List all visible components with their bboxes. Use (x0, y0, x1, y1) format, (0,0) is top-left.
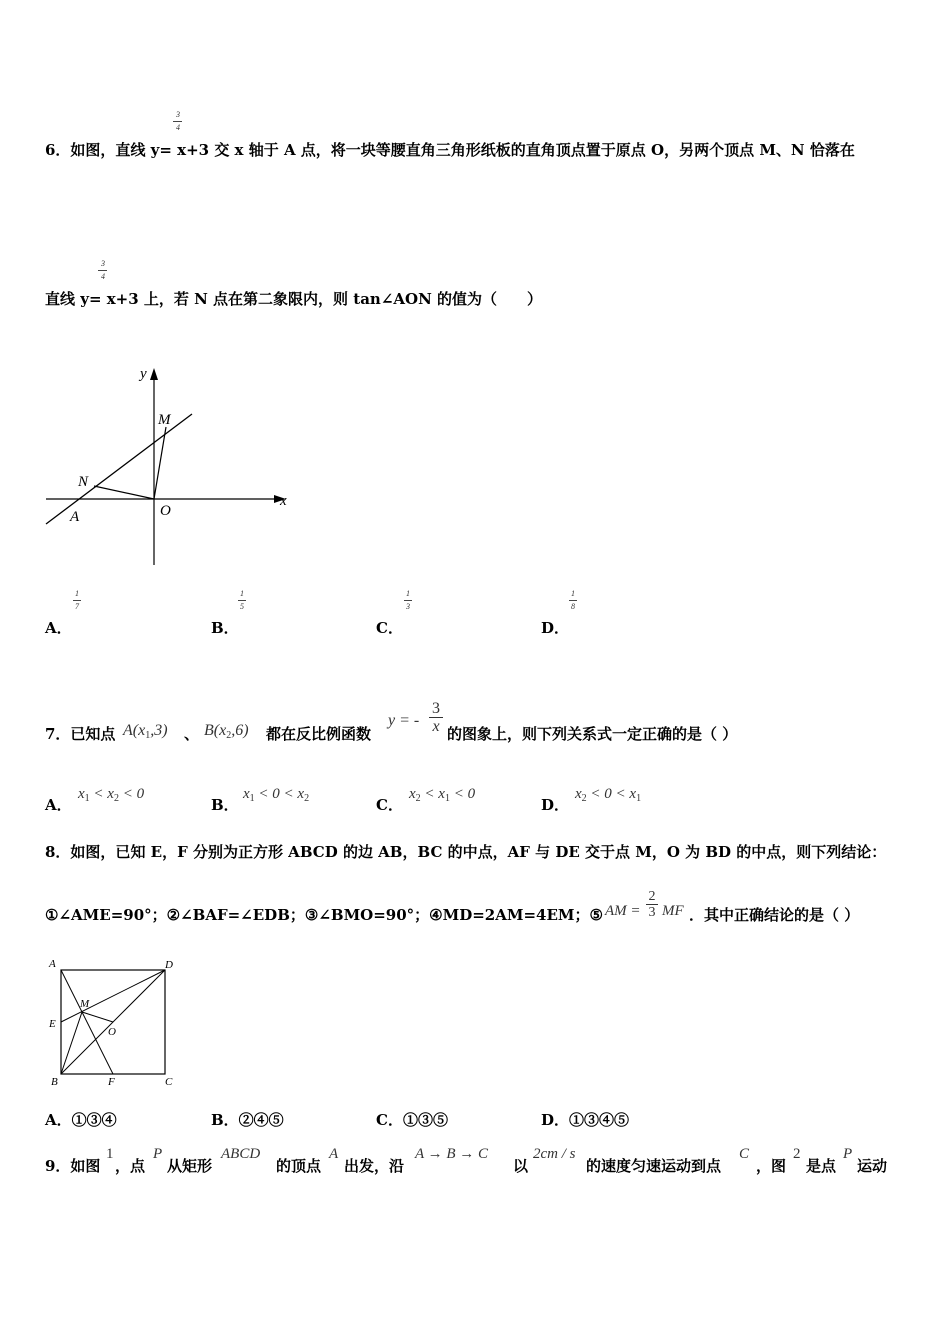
q8-text-line2: ①∠AME=90°；②∠BAF=∠EDB；③∠BMO=90°；④MD=2AM=4EM；⑤ (45, 906, 603, 924)
q8-label-d: D (165, 959, 173, 971)
q8-option-c[interactable]: C．①③⑤ (376, 1111, 448, 1129)
q6-label-o: O (160, 503, 171, 519)
q8-formula-fraction (645, 889, 659, 920)
q9-text-6: 以 (513, 1157, 529, 1175)
q6-fraction-denominator: 4 (176, 123, 180, 132)
q6-option-c-num: 1 (406, 589, 410, 598)
q6-fraction-bar-2 (98, 270, 107, 271)
q6-fraction-denominator-2: 4 (101, 272, 105, 281)
q9-text-8: ，图 (756, 1157, 787, 1175)
q6-option-b-bar (238, 600, 246, 601)
q9-math-2: P (153, 1146, 163, 1162)
q7-suffix: 的图象上，则下列关系式一定正确的是（ ） (447, 725, 738, 743)
q8-option-d[interactable]: D．①③④⑤ (541, 1111, 630, 1129)
q9-math-4: A (329, 1146, 339, 1162)
q9-math-7: C (739, 1146, 750, 1162)
q7-option-d-formula: $x_2 < 0 < x_1$ (575, 786, 642, 804)
q9-math-6: 2cm / s (533, 1146, 576, 1162)
q9-text-3: 从矩形 (167, 1157, 213, 1175)
q7-func-fraction (428, 700, 444, 735)
q7-option-a-formula: $x_1 < x_2 < 0$ (78, 786, 145, 804)
q8-text-line1: 8．如图，已知 E，F 分别为正方形 ABCD 的边 AB，BC 的中点，AF 与 DE 交于点 M，O 为 BD 的中点，则下列结论： (45, 843, 887, 861)
q9-math-5: A → B → C (415, 1146, 489, 1162)
q7-option-c-label: C． (376, 796, 403, 814)
q8-formula-rhs: MF (662, 903, 684, 919)
q8-label-o: O (108, 1026, 116, 1038)
q6-fraction-numerator: 3 (176, 110, 180, 119)
q9-text-4: 的顶点 (276, 1157, 322, 1175)
q6-label-n: N (78, 474, 89, 490)
q7-func-num: 3 (432, 700, 440, 717)
q6-option-b-num: 1 (240, 589, 244, 598)
q6-label-y: y (140, 366, 147, 382)
q9-math-8: 2 (793, 1146, 801, 1162)
q6-option-a-den: 7 (75, 602, 79, 611)
q8-option-b[interactable]: B．②④⑤ (211, 1111, 284, 1129)
q6-option-a-num: 1 (75, 589, 79, 598)
q7-func-lhs: y = - (388, 712, 420, 729)
q7-separator: 、 (184, 725, 200, 743)
q7-point-b: $B(x_2,6)$ (204, 722, 249, 741)
q8-text-line2-suffix: ．其中正确结论的是（ ） (689, 906, 860, 924)
q6-figure (40, 360, 300, 570)
q8-formula-num: 2 (648, 889, 656, 904)
q6-text-line1: 6．如图，直线 y= x+3 交 x 轴于 A 点，将一块等腰直角三角形纸板的直角顶点置于原点 O，另两个顶点 M、N 恰落在 (45, 141, 855, 159)
q6-option-c-den: 3 (406, 602, 410, 611)
q8-figure (40, 955, 190, 1090)
q7-option-b-formula: $x_1 < 0 < x_2$ (243, 786, 310, 804)
q9-math-1: 1 (106, 1146, 114, 1162)
q6-label-a: A (70, 509, 80, 525)
q8-label-b: B (51, 1076, 58, 1088)
q7-option-c-formula: $x_2 < x_1 < 0$ (409, 786, 476, 804)
q9-text-5: 出发，沿 (344, 1157, 405, 1175)
q8-formula-den: 3 (648, 905, 656, 920)
q6-option-c-bar (404, 600, 412, 601)
q8-option-a[interactable]: A．①③④ (45, 1111, 117, 1129)
q9-text-2: ，点 (115, 1157, 146, 1175)
q6-option-a-label: A． (45, 619, 72, 637)
q6-option-d-num: 1 (571, 589, 575, 598)
q8-label-c: C (165, 1076, 173, 1088)
q9-text-1: 9．如图 (45, 1157, 101, 1175)
q6-option-b-den: 5 (240, 602, 244, 611)
q8-label-f: F (108, 1076, 115, 1088)
q6-text-line2: 直线 y= x+3 上，若 N 点在第二象限内，则 tan∠AON 的值为（ ） (45, 290, 543, 308)
q6-option-d-den: 8 (571, 602, 575, 611)
q8-label-e: E (49, 1018, 56, 1030)
q7-prefix: 7．已知点 (45, 725, 116, 743)
q6-fraction-numerator-2: 3 (101, 259, 105, 268)
q7-point-a: $A(x_1,3)$ (123, 722, 168, 741)
q6-option-c-label: C． (376, 619, 403, 637)
q6-label-x: x (280, 493, 287, 509)
q9-text-7: 的速度匀速运动到点 (586, 1157, 722, 1175)
q7-option-b-label: B． (211, 796, 239, 814)
q9-math-9: P (843, 1146, 853, 1162)
q6-label-m: M (158, 412, 171, 428)
q9-text-10: 运动 (857, 1157, 888, 1175)
q6-option-b-label: B． (211, 619, 239, 637)
q9-text-9: 是点 (806, 1157, 837, 1175)
q7-option-d-label: D． (541, 796, 570, 814)
q6-fraction-bar (173, 121, 182, 122)
q8-label-m: M (80, 998, 90, 1010)
q7-func-den: x (432, 718, 440, 735)
q6-option-d-bar (569, 600, 577, 601)
q7-option-a-label: A． (45, 796, 72, 814)
q7-mid-text: 都在反比例函数 (266, 725, 372, 743)
q6-option-d-label: D． (541, 619, 570, 637)
q9-math-3: ABCD (221, 1146, 261, 1162)
q8-formula-lhs: AM = (605, 903, 641, 919)
q6-option-a-bar (73, 600, 81, 601)
q8-label-a: A (49, 958, 56, 970)
